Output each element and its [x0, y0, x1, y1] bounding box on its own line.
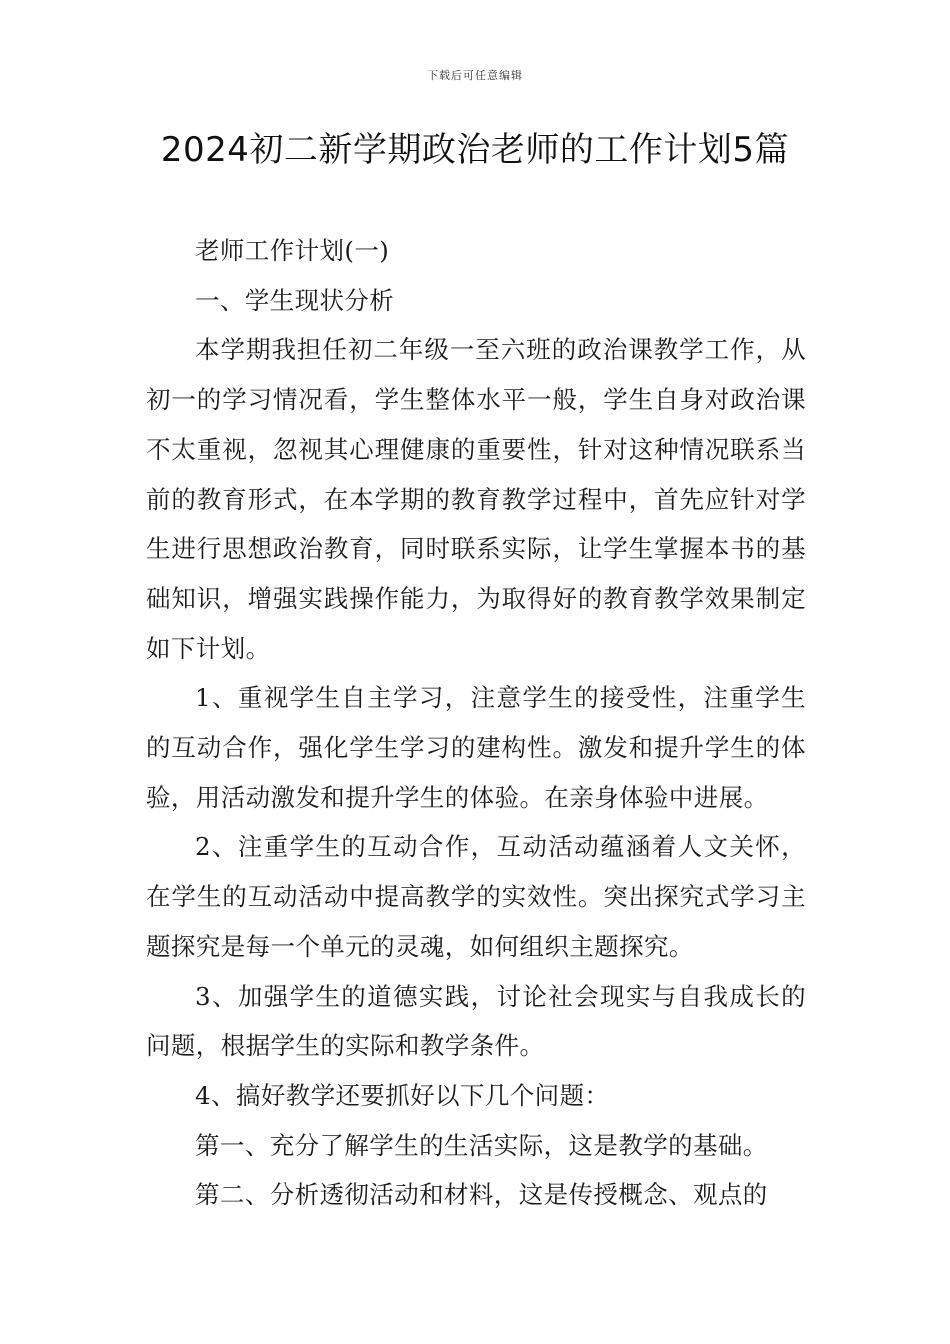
page-header-note: 下载后可任意编辑: [427, 69, 523, 82]
paragraph-subheading: 一、学生现状分析: [195, 285, 395, 315]
document-title: 2024初二新学期政治老师的工作计划5篇: [160, 130, 790, 170]
paragraph-point-1: 第一、充分了解学生的生活实际，这是教学的基础。: [195, 1130, 768, 1160]
paragraph-item-4: 4、搞好教学还要抓好以下几个问题：: [195, 1080, 610, 1110]
paragraph-section-heading: 老师工作计划(一): [195, 236, 390, 265]
paragraph-item-1: 1、重视学生自主学习，注意学生的接受性，注重学生的互动合作，强化学生学习的建构性。激发和提升学生的体验，用活动激发和提升学生的体验。在亲身体验中进展。: [146, 683, 806, 812]
paragraph-analysis: 本学期我担任初二年级一至六班的政治课教学工作，从初一的学习情况看，学生整体水平一般，学生自身对政治课不太重视，忽视其心理健康的重要性，针对这种情况联系当前的教育形式，在本学期的教育教学过程中，首先应针对学生进行思想政治教育，同时联系实际，让学生掌握本书的基础知识，增强实践操作能力，为取得好的教育教学效果制定如下计划。: [146, 335, 806, 663]
document-body: [146, 226, 806, 1220]
paragraph-point-2: 第二、分析透彻活动和材料，这是传授概念、观点的: [195, 1180, 768, 1210]
paragraph-item-2: 2、注重学生的互动合作，互动活动蕴涵着人文关怀，在学生的互动活动中提高教学的实效性。突出探究式学习主题探究是每一个单元的灵魂，如何组织主题探究。: [146, 832, 806, 961]
paragraph-item-3: 3、加强学生的道德实践，讨论社会现实与自我成长的问题，根据学生的实际和教学条件。: [146, 981, 806, 1061]
